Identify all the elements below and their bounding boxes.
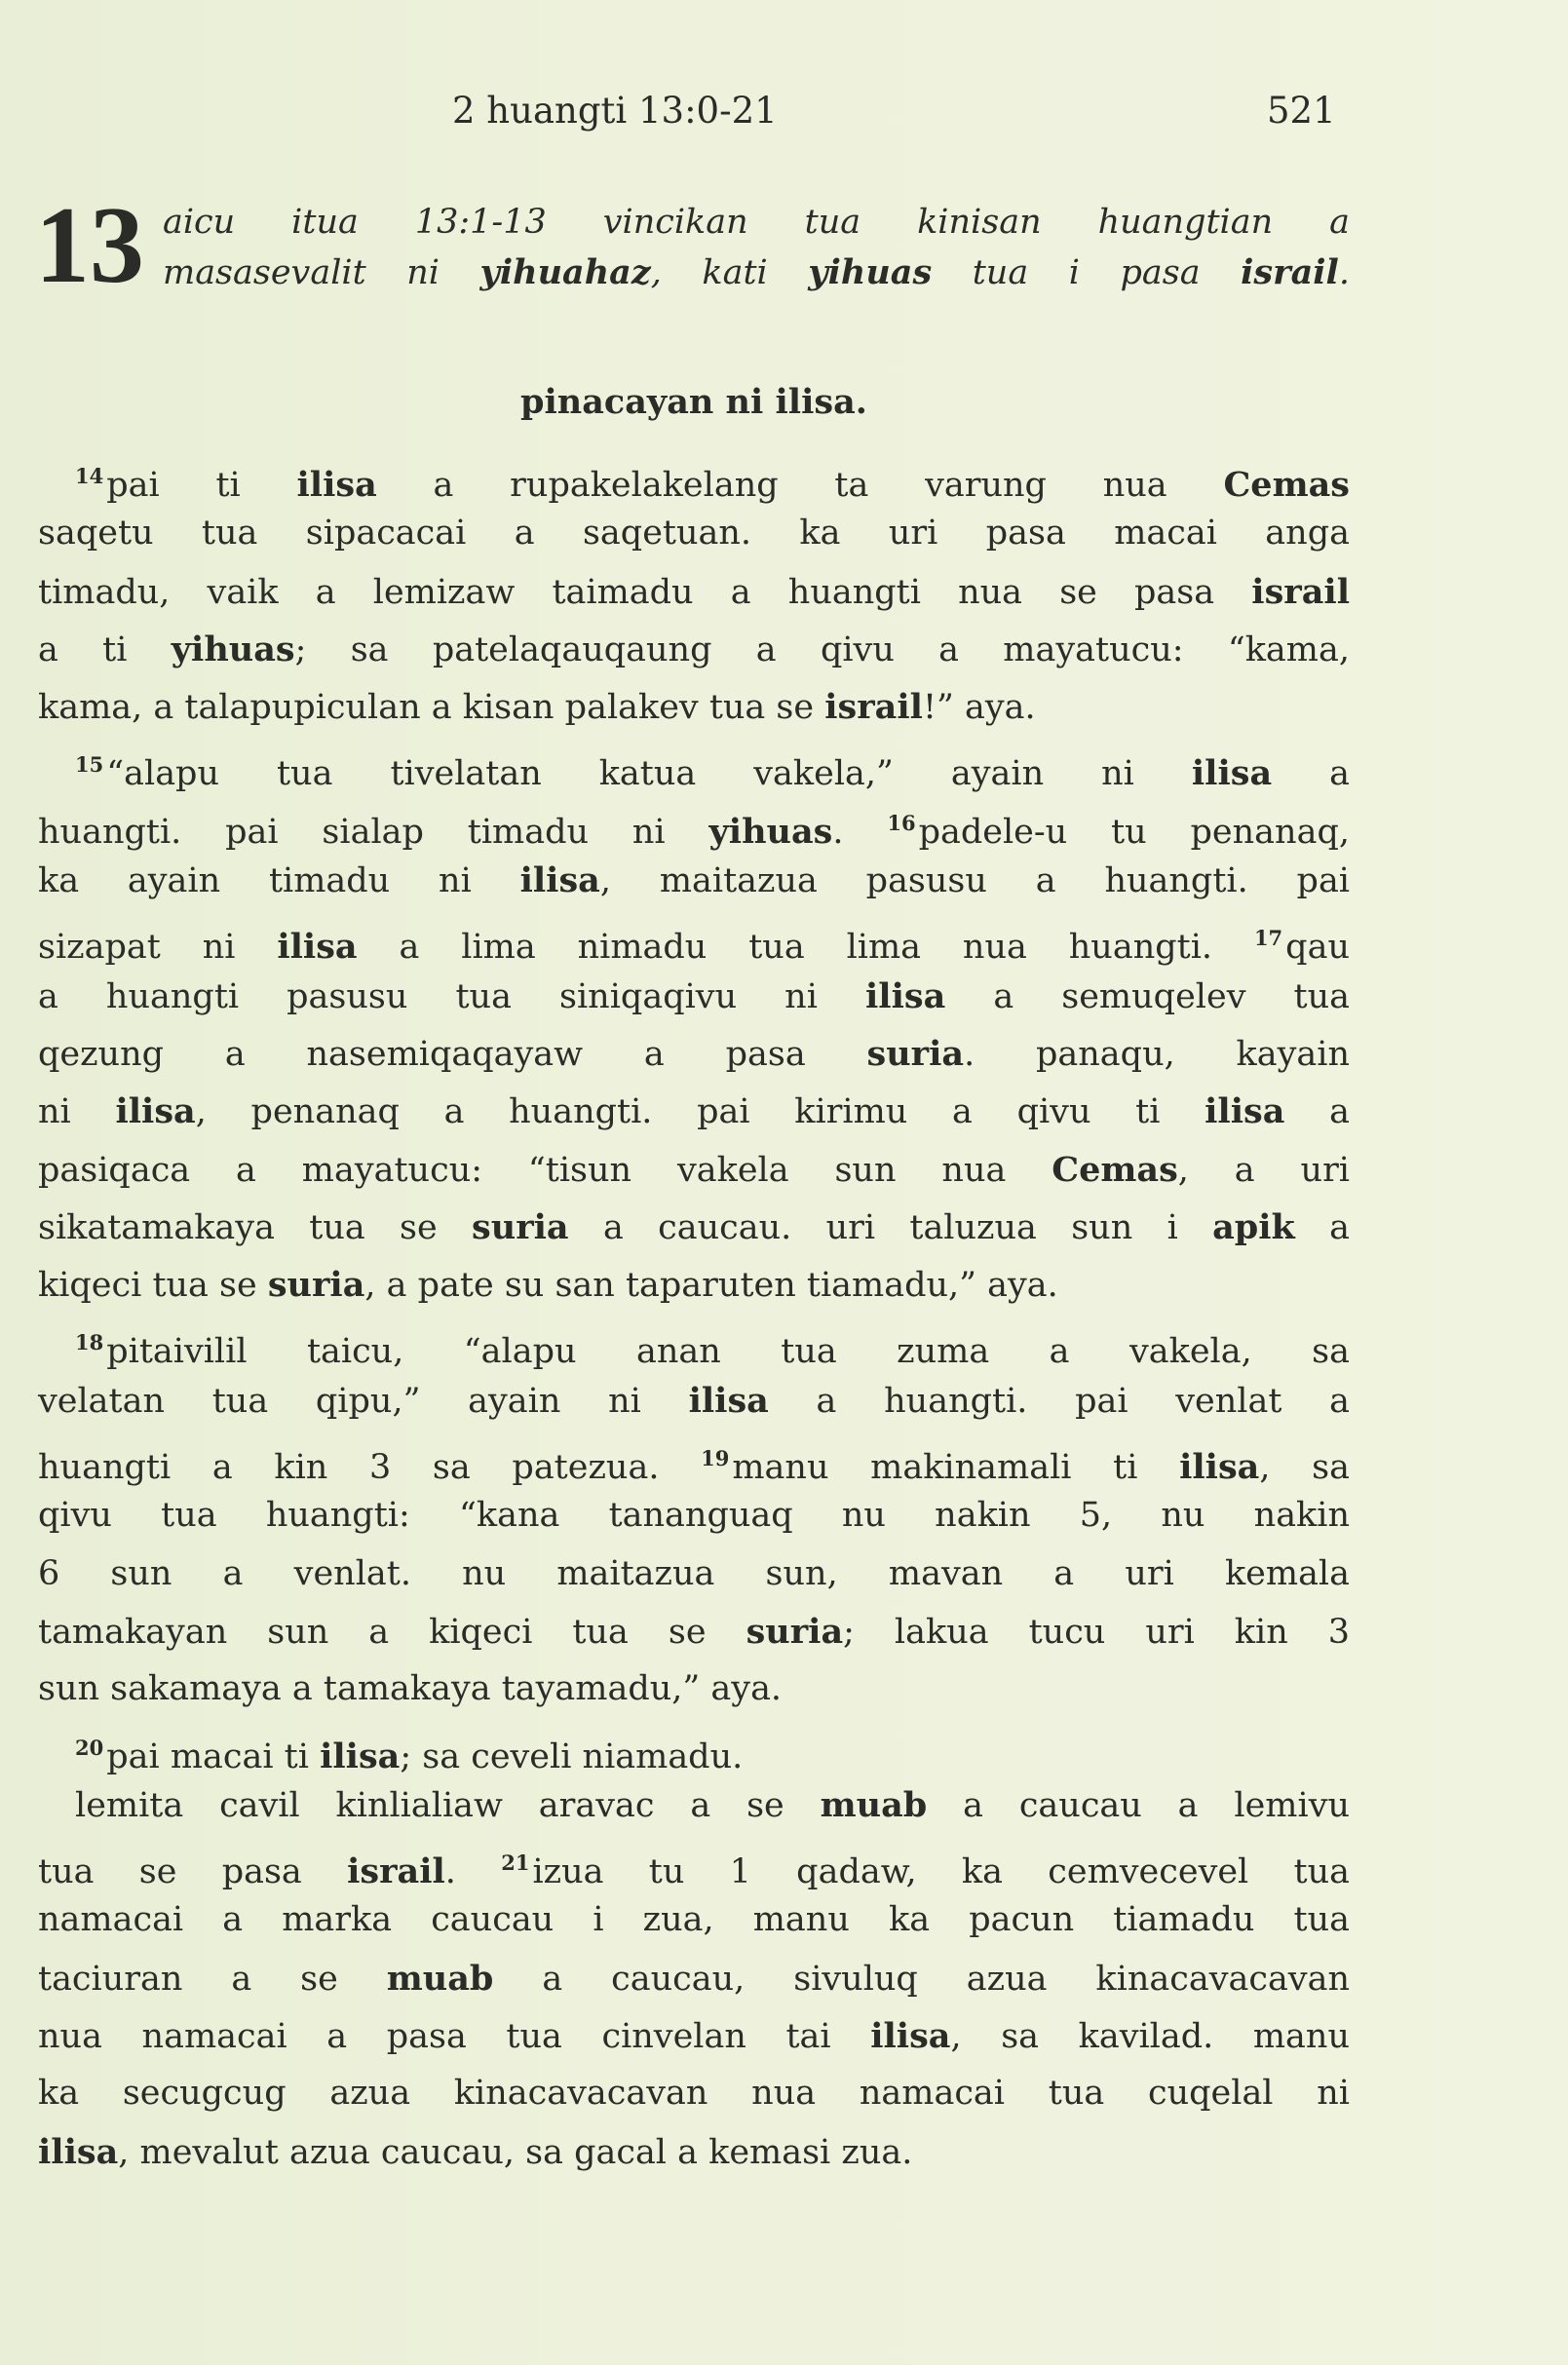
text-run: tua i pasa xyxy=(932,253,1242,292)
text-line xyxy=(38,1660,1350,1718)
bold-name: muab xyxy=(820,1784,928,1825)
verse-number: 21 xyxy=(501,1850,530,1876)
text-line xyxy=(38,1430,1350,1487)
text-run: qivu tua huangti: “kana tananguaq nu nakin 5, nu nakin xyxy=(38,1496,1350,1536)
text-run: ; sa ceveli niamadu. xyxy=(400,1736,744,1776)
text-line xyxy=(38,1372,1350,1430)
text-run: “alapu tua tivelatan katua vakela,” ayain ni xyxy=(106,754,1192,794)
text-run: sikatamakaya tua se xyxy=(38,1207,473,1247)
paragraph xyxy=(38,1719,1350,1776)
bold-name: ilisa xyxy=(320,1736,401,1776)
text-run: pitaivilil taicu, “alapu anan tua zuma a vakela, sa xyxy=(106,1332,1350,1372)
text-run: ni xyxy=(38,1092,116,1132)
text-line xyxy=(38,2007,1350,2065)
text-run: a huangti. pai venlat a xyxy=(768,1381,1350,1421)
text-run: a semuqelev tua xyxy=(945,976,1351,1016)
verse-number: 17 xyxy=(1253,926,1283,951)
text-run: huangti a kin 3 sa patezua. xyxy=(38,1448,702,1488)
bold-name: muab xyxy=(386,1958,494,1999)
paragraph xyxy=(38,447,1350,736)
text-line xyxy=(38,1487,1350,1545)
text-line xyxy=(38,1834,1350,1891)
bold-name: israil xyxy=(347,1851,445,1892)
text-run: a lima nimadu tua lima nua huangti. xyxy=(357,928,1254,968)
paragraph xyxy=(38,1776,1350,2181)
text-run: pasiqaca a mayatucu: “tisun vakela sun nua xyxy=(38,1150,1052,1190)
paragraph xyxy=(38,1314,1350,1718)
text-run: izua tu 1 qadaw, ka cemvecevel tua xyxy=(532,1852,1350,1892)
section-heading: pinacayan ni ilisa. xyxy=(520,382,867,422)
text-run: a ti xyxy=(38,629,172,669)
text-line xyxy=(38,1891,1350,1949)
text-run: , kati xyxy=(650,253,809,292)
text-line xyxy=(38,1314,1350,1371)
bold-name: Cemas xyxy=(1052,1149,1178,1190)
verse-number: 14 xyxy=(75,464,104,488)
text-run: qau xyxy=(1285,928,1350,968)
text-run: , penanaq a huangti. pai kirimu a qivu ti xyxy=(195,1092,1205,1132)
text-run: a caucau a lemivu xyxy=(927,1785,1351,1825)
verse-number: 15 xyxy=(75,752,104,778)
text-run: namacai a marka caucau i zua, manu ka pacun tiamadu tua xyxy=(38,1900,1350,1940)
text-run: a caucau, sivuluq azua kinacavacavan xyxy=(493,1959,1350,1999)
bold-name: ilisa xyxy=(688,1380,769,1421)
text-run: qezung a nasemiqaqayaw a pasa xyxy=(38,1034,867,1074)
text-line xyxy=(38,1199,1350,1256)
text-run: ; sa patelaqauqaung a qivu a mayatucu: “kama, xyxy=(294,629,1350,669)
running-header: 2 huangti 13:0-21 xyxy=(452,90,778,132)
bold-name: ilisa xyxy=(38,2131,119,2172)
text-run: masasevalit ni xyxy=(163,253,480,292)
bold-name: ilisa xyxy=(864,975,946,1016)
text-line xyxy=(38,1950,1350,2007)
text-run: !” aya. xyxy=(922,688,1036,728)
text-line xyxy=(38,1719,1350,1776)
bold-name: ilisa xyxy=(1191,753,1273,794)
text-run: sun sakamaya a tamakaya tayamadu,” aya. xyxy=(38,1669,783,1709)
text-run: a rupakelakelang ta varung nua xyxy=(376,466,1224,505)
bold-name: ilisa xyxy=(870,2016,951,2057)
text-line xyxy=(38,968,1350,1025)
body-text xyxy=(38,447,1350,2181)
verse-number: 18 xyxy=(75,1330,104,1355)
text-run: . xyxy=(1338,253,1350,292)
text-run: saqetu tua sipacacai a saqetuan. ka uri pasa macai anga xyxy=(38,514,1350,553)
text-line xyxy=(38,678,1350,736)
text-run: , sa xyxy=(1259,1448,1350,1488)
text-run: tua se pasa xyxy=(38,1852,348,1892)
bold-name: israil xyxy=(1241,252,1339,292)
bold-name: israil xyxy=(824,687,923,728)
text-run: ; lakua tucu uri kin 3 xyxy=(843,1612,1350,1652)
text-run: velatan tua qipu,” ayain ni xyxy=(38,1381,689,1421)
text-run: a caucau. uri taluzua sun i xyxy=(568,1207,1213,1247)
text-run: kama, a talapupiculan a kisan palakev tua se xyxy=(38,688,825,728)
bold-name: ilisa xyxy=(1179,1447,1260,1488)
bold-name: ilisa xyxy=(277,927,358,968)
text-run: , a uri xyxy=(1177,1150,1350,1190)
text-line xyxy=(38,563,1350,621)
text-run: manu makinamali ti xyxy=(732,1448,1180,1488)
chapter-number: 13 xyxy=(35,185,144,306)
text-run: . xyxy=(444,1852,502,1892)
text-line xyxy=(38,1776,1350,1834)
text-run: taciuran a se xyxy=(38,1959,387,1999)
text-line xyxy=(38,1025,1350,1083)
text-line xyxy=(38,505,1350,562)
bold-name: ilisa xyxy=(296,465,377,505)
text-line xyxy=(38,909,1350,967)
bold-name: ilisa xyxy=(1205,1091,1285,1132)
bold-name: yihuas xyxy=(708,811,833,852)
text-line xyxy=(38,852,1350,909)
text-run: timadu, vaik a lemizaw taimadu a huangti nua se pasa xyxy=(38,572,1252,612)
text-line xyxy=(38,1083,1350,1140)
text-line xyxy=(38,447,1350,505)
text-line xyxy=(38,1141,1350,1199)
text-run: ka secugcug azua kinacavacavan nua namacai tua cuqelal ni xyxy=(38,2074,1350,2114)
text-run: huangti. pai sialap timadu ni xyxy=(38,812,709,852)
text-run: ka ayain timadu ni xyxy=(38,861,520,901)
text-line xyxy=(163,198,1350,248)
bold-name: suria xyxy=(866,1033,965,1074)
text-run: , sa kavilad. manu xyxy=(950,2017,1350,2057)
text-line xyxy=(38,794,1350,852)
text-run: sizapat ni xyxy=(38,928,278,968)
bold-name: ilisa xyxy=(115,1091,196,1132)
text-run: , a pate su san taparuten tiamadu,” aya. xyxy=(364,1266,1058,1306)
verse-number: 16 xyxy=(887,810,916,835)
bold-name: Cemas xyxy=(1223,465,1350,505)
text-run: a huangti pasusu tua siniqaqivu ni xyxy=(38,976,865,1016)
text-line xyxy=(38,2065,1350,2122)
bold-name: apik xyxy=(1212,1206,1295,1247)
bold-name: yihuas xyxy=(808,252,933,292)
bold-name: yihuahaz xyxy=(479,252,651,292)
paragraph xyxy=(38,736,1350,1314)
text-run: kiqeci tua se xyxy=(38,1266,268,1306)
text-run: pai macai ti xyxy=(106,1736,321,1776)
text-run: aicu itua 13:1-13 vincikan tua kinisan huangtian a xyxy=(163,203,1350,242)
text-run: nua namacai a pasa tua cinvelan tai xyxy=(38,2017,871,2057)
bold-name: suria xyxy=(267,1265,365,1306)
text-run: . xyxy=(832,812,888,852)
bold-name: yihuas xyxy=(171,629,295,669)
text-run: , mevalut azua caucau, sa gacal a kemasi zua. xyxy=(118,2132,913,2172)
text-line xyxy=(38,1256,1350,1314)
text-run: 6 sun a venlat. nu maitazua sun, mavan a uri kemala xyxy=(38,1553,1350,1593)
text-line xyxy=(38,736,1350,793)
bold-name: ilisa xyxy=(519,860,600,901)
text-line xyxy=(38,1603,1350,1660)
text-run: lemita cavil kinlialiaw aravac a se xyxy=(75,1785,821,1825)
text-run: tamakayan sun a kiqeci tua se xyxy=(38,1612,746,1652)
text-line xyxy=(38,2123,1350,2181)
verse-number: 20 xyxy=(75,1735,104,1760)
text-run: , maitazua pasusu a huangti. pai xyxy=(599,861,1351,901)
text-line xyxy=(38,621,1350,678)
page-number: 521 xyxy=(1267,90,1336,132)
text-run: a xyxy=(1272,754,1350,794)
text-run: padele-u tu penanaq, xyxy=(918,812,1350,852)
verse-number: 19 xyxy=(701,1446,730,1471)
chapter-summary xyxy=(163,198,1350,297)
text-run: a xyxy=(1284,1092,1350,1132)
text-line xyxy=(38,1545,1350,1603)
text-run: . panaqu, kayain xyxy=(964,1034,1350,1074)
text-line xyxy=(163,248,1350,297)
bold-name: suria xyxy=(746,1611,844,1652)
text-run: pai ti xyxy=(106,466,297,505)
bold-name: suria xyxy=(472,1206,569,1247)
bold-name: israil xyxy=(1251,571,1350,612)
text-run: a xyxy=(1294,1207,1350,1247)
